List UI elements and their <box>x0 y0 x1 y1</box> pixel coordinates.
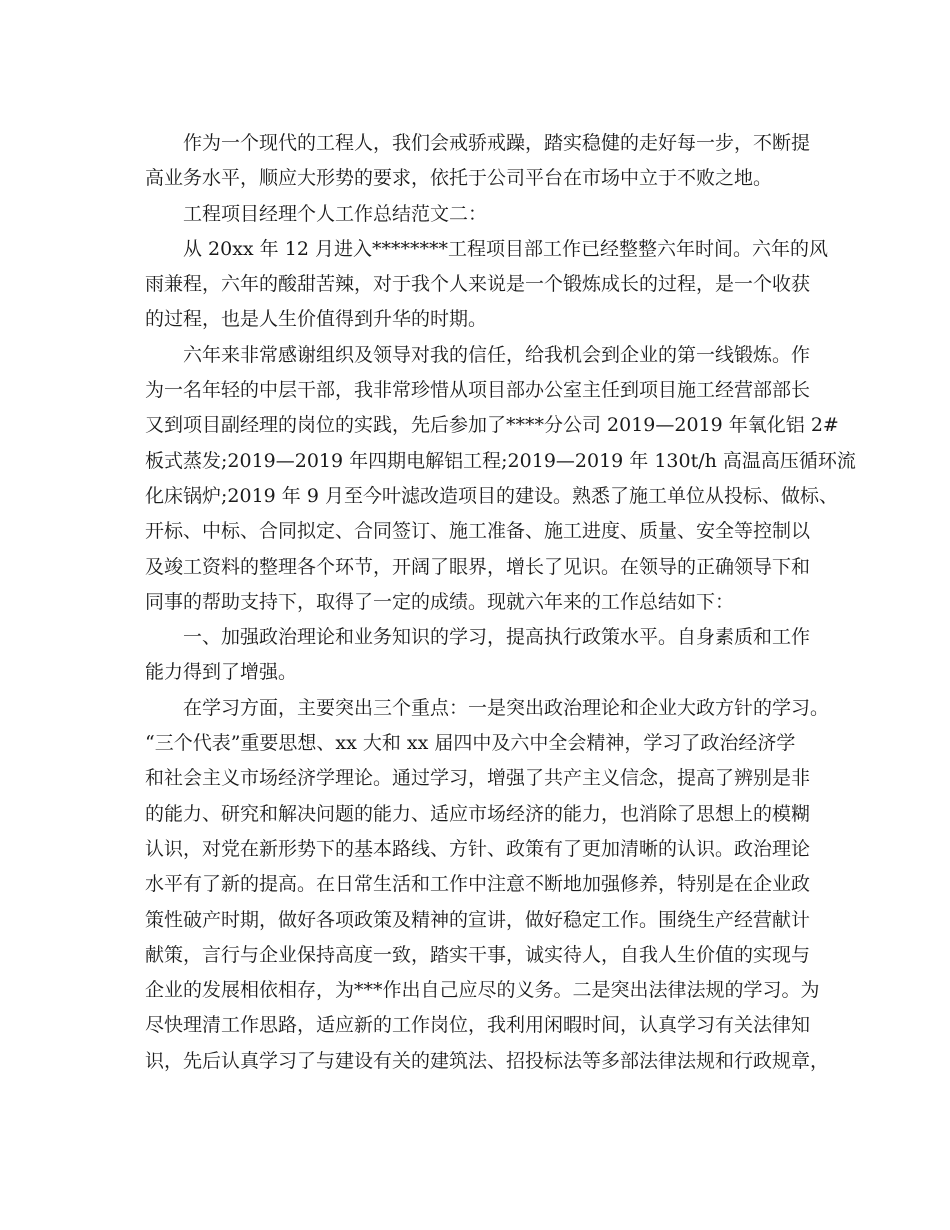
text-line: 能力得到了增强。 <box>145 661 298 684</box>
text-line: 雨兼程，六年的酸甜苦辣，对于我个人来说是一个锻炼成长的过程，是一个收获 <box>145 273 811 296</box>
text-line: 和社会主义市场经济学理论。通过学习，增强了共产主义信念，提高了辨别是非 <box>145 767 811 790</box>
text-line: “三个代表”重要思想、xx 大和 xx 届四中及六中全会精神，学习了政治经济学 <box>145 732 796 755</box>
text-line: 的能力、研究和解决问题的能力、适应市场经济的能力，也消除了思想上的模糊 <box>145 802 811 825</box>
text-line: 尽快理清工作思路，适应新的工作岗位，我利用闲暇时间，认真学习有关法律知 <box>145 1014 811 1037</box>
text-line: 水平有了新的提高。在日常生活和工作中注意不断地加强修养，特别是在企业政 <box>145 873 811 896</box>
text-line: 策性破产时期，做好各项政策及精神的宣讲，做好稳定工作。围绕生产经营献计 <box>145 908 811 931</box>
body-text <box>145 126 856 1079</box>
text-line: 企业的发展相依相存，为***作出自己应尽的义务。二是突出法律法规的学习。为 <box>145 979 820 1002</box>
text-line: 板式蒸发;2019—2019 年四期电解铝工程;2019—2019 年 130t/h 高温高压循环流 <box>145 449 856 472</box>
text-line: 为一名年轻的中层干部，我非常珍惜从项目部办公室主任到项目施工经营部部长 <box>145 379 811 402</box>
text-line: 从 20xx 年 12 月进入********工程项目部工作已经整整六年时间。六年的风 <box>183 237 828 260</box>
text-line: 一、加强政治理论和业务知识的学习，提高执行政策水平。自身素质和工作 <box>183 626 811 649</box>
text-line: 献策，言行与企业保持高度一致，踏实干事，诚实待人，自我人生价值的实现与 <box>145 943 811 966</box>
text-line: 及竣工资料的整理各个环节，开阔了眼界，增长了见识。在领导的正确领导下和 <box>145 555 811 578</box>
text-line: 同事的帮助支持下，取得了一定的成绩。现就六年来的工作总结如下： <box>145 590 735 613</box>
text-line: 在学习方面，主要突出三个重点：一是突出政治理论和企业大政方针的学习。 <box>183 696 830 719</box>
text-line: 化床锅炉;2019 年 9 月至今叶滤改造项目的建设。熟悉了施工单位从投标、做标、 <box>145 484 838 507</box>
text-line: 识，先后认真学习了与建设有关的建筑法、招投标法等多部法律法规和行政规章， <box>145 1049 830 1072</box>
text-line: 认识，对党在新形势下的基本路线、方针、政策有了更加清晰的认识。政治理论 <box>145 837 811 860</box>
section-heading: 工程项目经理个人工作总结范文二： <box>183 202 488 225</box>
text-line: 高业务水平，顺应大形势的要求，依托于公司平台在市场中立于不败之地。 <box>145 167 773 190</box>
text-line: 的过程，也是人生价值得到升华的时期。 <box>145 308 488 331</box>
text-line: 又到项目副经理的岗位的实践，先后参加了****分公司 2019—2019 年氧化铝 2# <box>145 414 839 437</box>
text-line: 作为一个现代的工程人，我们会戒骄戒躁，踏实稳健的走好每一步，不断提 <box>183 132 811 154</box>
text-line: 六年来非常感谢组织及领导对我的信任，给我机会到企业的第一线锻炼。作 <box>183 343 811 366</box>
text-line: 开标、中标、合同拟定、合同签订、施工准备、施工进度、质量、安全等控制以 <box>145 520 811 543</box>
